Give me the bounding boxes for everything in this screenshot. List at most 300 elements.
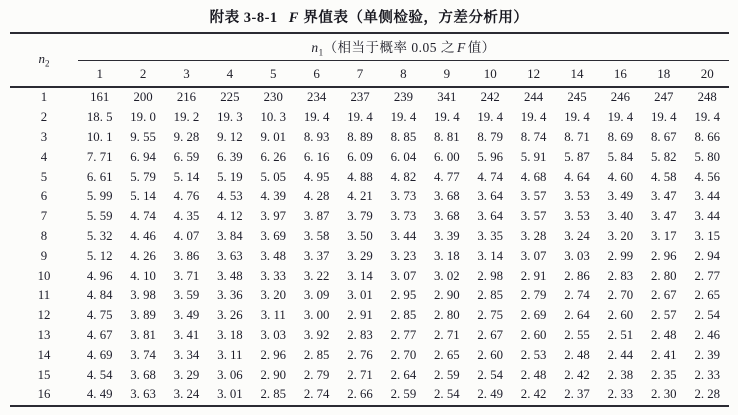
table-cell: 2. 96 (260, 347, 287, 362)
table-cell: 2. 54 (694, 308, 721, 323)
table-cell: 3. 20 (260, 288, 287, 303)
table-cell: 3. 02 (434, 268, 460, 283)
table-cell: 3. 06 (217, 367, 243, 382)
column-header: 5 (252, 61, 295, 88)
table-cell: 6. 94 (130, 149, 156, 164)
caption-f-symbol: F (456, 40, 466, 56)
table-cell: 2. 83 (347, 327, 373, 342)
table-cell: 2. 39 (694, 347, 721, 362)
table-cell: 2. 70 (390, 347, 417, 362)
row-label: 10 (37, 268, 51, 283)
row-label: 9 (40, 248, 48, 263)
table-cell: 5. 80 (694, 149, 721, 164)
table-cell: 4. 39 (260, 189, 287, 204)
table-cell: 3. 01 (347, 288, 373, 303)
column-group-caption (78, 33, 729, 61)
table-cell: 4. 60 (607, 169, 634, 184)
table-cell: 2. 57 (650, 308, 677, 323)
table-cell: 3. 20 (607, 228, 634, 243)
table-cell: 5. 84 (607, 149, 634, 164)
table-cell: 8. 89 (347, 129, 373, 144)
table-cell: 2. 53 (520, 347, 547, 362)
table-cell: 4. 77 (434, 169, 460, 184)
table-cell: 2. 77 (390, 327, 417, 342)
table-cell: 5. 87 (564, 149, 590, 164)
table-cell: 5. 32 (86, 228, 113, 243)
table-cell: 19. 0 (130, 110, 156, 125)
table-cell: 3. 58 (303, 228, 330, 243)
table-row (10, 128, 729, 148)
table-cell: 237 (350, 90, 370, 105)
table-cell: 5. 12 (86, 248, 113, 263)
row-label: 1 (40, 90, 48, 105)
table-cell: 4. 12 (217, 209, 243, 224)
table-row (10, 167, 729, 187)
table-cell: 2. 69 (520, 308, 547, 323)
table-cell: 3. 73 (390, 209, 417, 224)
table-cell: 2. 54 (434, 387, 460, 402)
row-label: 13 (37, 327, 51, 342)
table-body (10, 87, 729, 406)
table-cell: 3. 74 (130, 347, 156, 362)
table-cell: 4. 74 (130, 209, 156, 224)
table-cell: 2. 71 (434, 327, 460, 342)
title-prefix: 附表 3-8-1 (209, 10, 278, 26)
table-cell: 3. 36 (217, 288, 243, 303)
table-cell: 2. 65 (694, 288, 721, 303)
table-cell: 2. 49 (477, 387, 503, 402)
table-cell: 2. 79 (520, 288, 547, 303)
title-f-symbol: F (288, 10, 299, 26)
table-cell: 3. 07 (390, 268, 417, 283)
table-cell: 2. 30 (650, 387, 677, 402)
table-cell: 5. 14 (130, 189, 156, 204)
table-cell: 2. 60 (520, 327, 547, 342)
n1-subscript: 1 (318, 47, 324, 58)
table-cell: 19. 4 (520, 110, 547, 125)
table-cell: 244 (524, 90, 544, 105)
table-cell: 216 (176, 90, 197, 105)
table-cell: 8. 71 (564, 129, 590, 144)
table-cell: 5. 79 (130, 169, 156, 184)
table-cell: 2. 42 (520, 387, 547, 402)
table-cell: 19. 4 (303, 110, 330, 125)
table-cell: 6. 39 (217, 149, 243, 164)
n2-symbol: n (38, 51, 45, 67)
table-row (10, 266, 729, 286)
table-cell: 234 (307, 90, 327, 105)
table-cell: 4. 95 (303, 169, 330, 184)
table-cell: 8. 93 (303, 129, 330, 144)
table-cell: 3. 81 (130, 327, 156, 342)
table-cell: 19. 4 (694, 110, 721, 125)
table-cell: 2. 74 (564, 288, 590, 303)
table-cell: 10. 1 (86, 129, 113, 144)
table-cell: 242 (480, 90, 500, 105)
table-cell: 3. 07 (520, 248, 547, 263)
table-cell: 19. 4 (390, 110, 417, 125)
table-cell: 3. 48 (260, 248, 287, 263)
table-cell: 3. 24 (564, 228, 590, 243)
table-cell: 5. 82 (650, 149, 677, 164)
table-cell: 3. 00 (303, 308, 330, 323)
table-cell: 2. 59 (390, 387, 417, 402)
table-cell: 3. 50 (347, 228, 373, 243)
table-cell: 3. 44 (694, 189, 721, 204)
table-cell: 4. 84 (86, 288, 113, 303)
table-cell: 2. 77 (694, 268, 721, 283)
table-cell: 3. 84 (217, 228, 243, 243)
table-cell: 2. 91 (347, 308, 373, 323)
table-cell: 5. 19 (217, 169, 243, 184)
table-cell: 2. 42 (564, 367, 590, 382)
table-cell: 3. 18 (434, 248, 460, 263)
table-cell: 3. 68 (130, 367, 156, 382)
column-header: 6 (295, 61, 338, 88)
column-header: 4 (208, 61, 251, 88)
table-row (10, 108, 729, 128)
row-label: 11 (37, 288, 51, 303)
table-cell: 2. 41 (650, 347, 677, 362)
table-cell: 6. 09 (347, 149, 373, 164)
table-cell: 7. 71 (86, 149, 113, 164)
row-label: 16 (37, 387, 51, 402)
table-cell: 246 (610, 90, 630, 105)
column-header: 3 (165, 61, 208, 88)
table-cell: 3. 17 (650, 228, 677, 243)
table-cell: 2. 46 (694, 327, 721, 342)
table-cell: 3. 11 (260, 308, 286, 323)
table-cell: 6. 16 (303, 149, 330, 164)
table-cell: 4. 88 (347, 169, 373, 184)
table-row (10, 306, 729, 326)
table-cell: 8. 67 (650, 129, 677, 144)
table-cell: 2. 67 (650, 288, 677, 303)
table-cell: 3. 79 (347, 209, 373, 224)
column-header: 12 (512, 61, 555, 88)
column-header: 2 (121, 61, 164, 88)
table-cell: 239 (393, 90, 414, 105)
table-cell: 245 (567, 90, 587, 105)
table-cell: 8. 79 (477, 129, 503, 144)
table-cell: 4. 54 (86, 367, 113, 382)
table-cell: 3. 68 (434, 189, 460, 204)
table-cell: 3. 03 (260, 327, 287, 342)
table-cell: 3. 29 (347, 248, 373, 263)
row-label: 6 (40, 189, 48, 204)
table-cell: 19. 4 (564, 110, 590, 125)
table-cell: 3. 34 (173, 347, 200, 362)
table-cell: 2. 37 (564, 387, 590, 402)
row-label: 5 (40, 169, 48, 184)
table-row (10, 286, 729, 306)
table-cell: 5. 96 (477, 149, 503, 164)
table-cell: 2. 64 (390, 367, 417, 382)
table-cell: 2. 55 (564, 327, 590, 342)
table-cell: 3. 47 (650, 209, 677, 224)
table-cell: 19. 2 (173, 110, 200, 125)
table-cell: 2. 98 (477, 268, 503, 283)
n2-subscript: 2 (45, 58, 50, 69)
table-cell: 6. 59 (173, 149, 200, 164)
table-cell: 3. 44 (694, 209, 721, 224)
table-cell: 3. 98 (130, 288, 156, 303)
table-cell: 2. 44 (607, 347, 634, 362)
table-cell: 3. 33 (260, 268, 287, 283)
table-cell: 3. 53 (564, 189, 590, 204)
table-cell: 9. 28 (173, 129, 200, 144)
table-cell: 4. 82 (390, 169, 417, 184)
table-cell: 2. 99 (607, 248, 634, 263)
column-header: 20 (685, 61, 729, 88)
table-cell: 3. 29 (173, 367, 200, 382)
table-cell: 247 (654, 90, 674, 105)
table-cell: 4. 68 (520, 169, 547, 184)
row-label: 4 (40, 149, 48, 164)
table-cell: 2. 66 (347, 387, 373, 402)
table-cell: 4. 69 (86, 347, 113, 362)
table-cell: 225 (220, 90, 240, 105)
table-cell: 2. 85 (303, 347, 330, 362)
table-cell: 3. 44 (390, 228, 417, 243)
table-cell: 2. 85 (477, 288, 503, 303)
column-header: 16 (599, 61, 642, 88)
table-cell: 3. 64 (477, 209, 503, 224)
table-cell: 3. 63 (217, 248, 243, 263)
column-header: 18 (642, 61, 685, 88)
row-label: 14 (37, 347, 51, 362)
table-cell: 2. 65 (434, 347, 460, 362)
table-cell: 2. 60 (607, 308, 634, 323)
table-cell: 4. 96 (86, 268, 113, 283)
table-cell: 4. 10 (130, 268, 156, 283)
table-cell: 2. 86 (564, 268, 590, 283)
column-header: 10 (469, 61, 512, 88)
table-cell: 3. 63 (130, 387, 156, 402)
column-header: 9 (425, 61, 468, 88)
table-cell: 2. 70 (607, 288, 634, 303)
table-cell: 19. 4 (607, 110, 634, 125)
table-cell: 161 (90, 90, 110, 105)
table-cell: 3. 57 (520, 189, 547, 204)
table-cell: 4. 49 (86, 387, 113, 402)
table-row (10, 345, 729, 365)
table-cell: 3. 40 (607, 209, 634, 224)
table-cell: 6. 61 (86, 169, 113, 184)
table-row (10, 326, 729, 346)
table-cell: 2. 59 (434, 367, 460, 382)
table-cell: 3. 14 (477, 248, 503, 263)
table-cell: 2. 90 (260, 367, 287, 382)
table-cell: 3. 41 (173, 327, 200, 342)
page-title (0, 6, 738, 27)
table-cell: 19. 4 (434, 110, 460, 125)
table-cell: 4. 28 (303, 189, 330, 204)
table-cell: 9. 12 (217, 129, 243, 144)
table-cell: 8. 81 (434, 129, 460, 144)
table-cell: 2. 80 (650, 268, 677, 283)
column-header: 14 (555, 61, 598, 88)
table-cell: 5. 05 (260, 169, 287, 184)
table-cell: 3. 22 (303, 268, 330, 283)
table-cell: 3. 53 (564, 209, 590, 224)
table-cell: 2. 48 (650, 327, 677, 342)
table-cell: 2. 48 (520, 367, 547, 382)
table-cell: 19. 3 (217, 110, 243, 125)
table-cell: 3. 68 (434, 209, 460, 224)
table-cell: 6. 00 (434, 149, 460, 164)
table-cell: 3. 37 (303, 248, 330, 263)
table-cell: 8. 74 (520, 129, 547, 144)
table-cell: 4. 21 (347, 189, 373, 204)
table-cell: 3. 11 (217, 347, 243, 362)
table-cell: 2. 83 (607, 268, 634, 283)
table-cell: 2. 94 (694, 248, 721, 263)
table-cell: 5. 59 (86, 209, 113, 224)
caption-post: 值） (467, 40, 496, 56)
table-cell: 2. 96 (650, 248, 677, 263)
table-cell: 2. 75 (477, 308, 503, 323)
table-cell: 3. 28 (520, 228, 547, 243)
table-cell: 5. 14 (173, 169, 200, 184)
table-row (10, 87, 729, 108)
table-cell: 3. 09 (303, 288, 330, 303)
table-cell: 8. 85 (390, 129, 417, 144)
table-cell: 2. 35 (650, 367, 677, 382)
table-cell: 6. 04 (390, 149, 417, 164)
table-cell: 2. 71 (347, 367, 373, 382)
table-cell: 19. 4 (347, 110, 373, 125)
table-cell: 2. 60 (477, 347, 503, 362)
table-cell: 341 (437, 90, 457, 105)
table-cell: 3. 01 (217, 387, 243, 402)
table-cell: 248 (697, 90, 717, 105)
table-cell: 2. 38 (607, 367, 634, 382)
table-cell: 2. 85 (390, 308, 417, 323)
row-label: 2 (40, 110, 48, 125)
table-cell: 4. 67 (86, 327, 113, 342)
table-cell: 3. 35 (477, 228, 503, 243)
row-label: 8 (40, 228, 48, 243)
table-cell: 4. 58 (650, 169, 677, 184)
table-cell: 6. 26 (260, 149, 287, 164)
table-cell: 3. 23 (390, 248, 417, 263)
table-cell: 4. 56 (694, 169, 721, 184)
table-cell: 2. 91 (520, 268, 547, 283)
title-rest: 界值表（单侧检验，方差分析用） (303, 10, 529, 26)
table-cell: 3. 49 (607, 189, 634, 204)
column-header: 1 (78, 61, 121, 88)
table-cell: 3. 49 (173, 308, 200, 323)
table-row (10, 365, 729, 385)
table-cell: 4. 64 (564, 169, 590, 184)
table-cell: 3. 64 (477, 189, 503, 204)
table-cell: 9. 55 (130, 129, 156, 144)
table-row (10, 207, 729, 227)
table-cell: 2. 67 (477, 327, 503, 342)
table-cell: 4. 35 (173, 209, 200, 224)
table-cell: 2. 79 (303, 367, 330, 382)
table-cell: 3. 24 (173, 387, 200, 402)
table-cell: 3. 26 (217, 308, 243, 323)
table-cell: 2. 48 (564, 347, 590, 362)
table-cell: 2. 80 (434, 308, 460, 323)
table-cell: 4. 53 (217, 189, 243, 204)
table-row (10, 227, 729, 247)
table-cell: 200 (133, 90, 153, 105)
table-cell: 3. 47 (650, 189, 677, 204)
table-cell: 2. 51 (607, 327, 634, 342)
table-cell: 3. 03 (564, 248, 590, 263)
table-cell: 3. 69 (260, 228, 287, 243)
table-cell: 10. 3 (260, 110, 287, 125)
row-label: 3 (40, 129, 48, 144)
table-cell: 3. 73 (390, 189, 417, 204)
table-cell: 2. 76 (347, 347, 373, 362)
table-cell: 230 (263, 90, 283, 105)
table-cell: 9. 01 (260, 129, 287, 144)
table-cell: 3. 92 (303, 327, 330, 342)
table-cell: 2. 85 (260, 387, 287, 402)
f-critical-values-table (10, 32, 729, 407)
table-cell: 4. 46 (130, 228, 156, 243)
table-cell: 4. 07 (173, 228, 200, 243)
table-cell: 2. 33 (694, 367, 721, 382)
table-cell: 2. 54 (477, 367, 503, 382)
table-cell: 4. 76 (173, 189, 200, 204)
table-cell: 18. 5 (86, 110, 113, 125)
caption-pre: （相当于概率 0.05 之 (323, 40, 455, 56)
table-row (10, 147, 729, 167)
table-cell: 3. 87 (303, 209, 330, 224)
table-cell: 3. 89 (130, 308, 156, 323)
table-cell: 3. 97 (260, 209, 287, 224)
table-cell: 3. 71 (173, 268, 200, 283)
table-cell: 3. 48 (217, 268, 243, 283)
table-cell: 3. 86 (173, 248, 200, 263)
table-cell: 2. 74 (303, 387, 330, 402)
table-cell: 2. 33 (607, 387, 634, 402)
table-cell: 4. 26 (130, 248, 156, 263)
table-row (10, 385, 729, 406)
row-variable-label (10, 33, 78, 87)
table-cell: 3. 57 (520, 209, 547, 224)
table-cell: 19. 4 (650, 110, 677, 125)
table-cell: 5. 99 (86, 189, 113, 204)
row-label: 7 (40, 209, 48, 224)
table-cell: 5. 91 (520, 149, 547, 164)
table-row (10, 187, 729, 207)
n1-symbol: n (311, 40, 319, 56)
table-cell: 2. 28 (694, 387, 721, 402)
table-cell: 3. 18 (217, 327, 243, 342)
column-header-row (10, 61, 729, 88)
table-cell: 2. 95 (390, 288, 417, 303)
table-cell: 8. 66 (694, 129, 721, 144)
column-header: 7 (338, 61, 381, 88)
table-cell: 3. 14 (347, 268, 373, 283)
table-cell: 8. 69 (607, 129, 634, 144)
table-cell: 3. 59 (173, 288, 200, 303)
row-label: 12 (37, 308, 51, 323)
table-cell: 4. 75 (86, 308, 113, 323)
table-row (10, 246, 729, 266)
table-cell: 2. 90 (434, 288, 460, 303)
row-label: 15 (37, 367, 51, 382)
table-cell: 4. 74 (477, 169, 503, 184)
table-cell: 3. 15 (694, 228, 721, 243)
column-header: 8 (382, 61, 425, 88)
